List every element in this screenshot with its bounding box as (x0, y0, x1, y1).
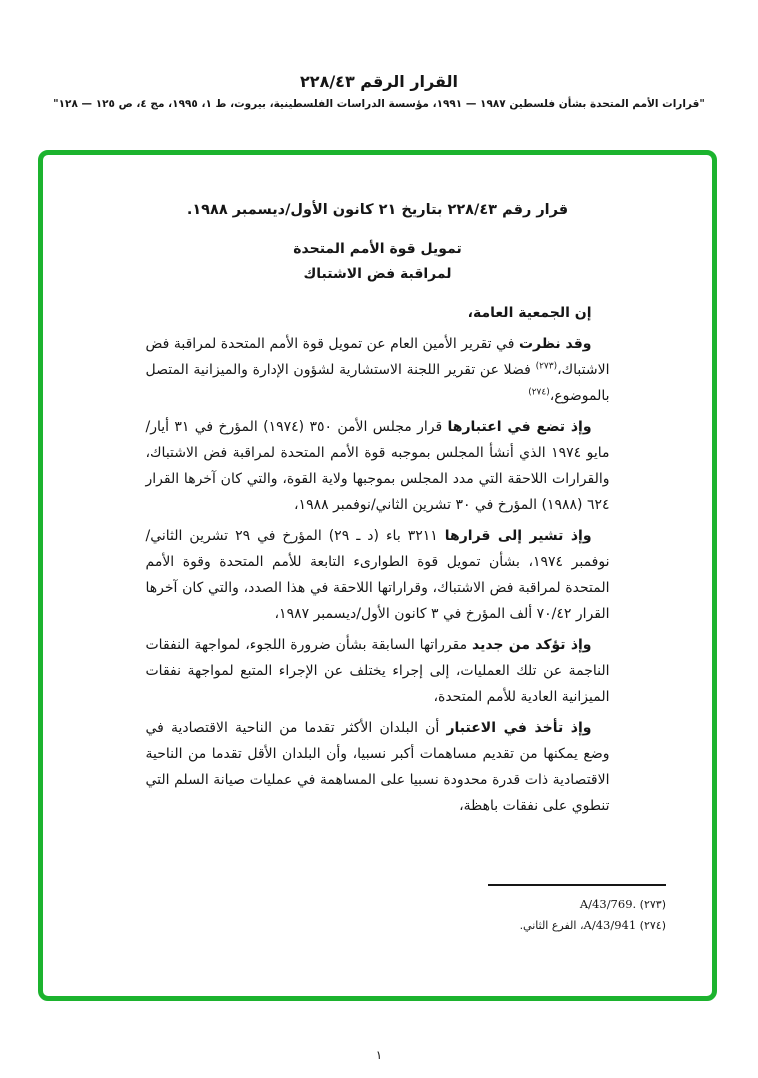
green-frame (38, 150, 717, 1001)
paragraph-lead: وإذ تشير إلى قرارها (444, 528, 592, 544)
paragraph-lead: إن الجمعية العامة، (467, 305, 592, 321)
header-resolution-number: القرار الرقم ٢٢٨/٤٣ (300, 72, 458, 91)
header-source-citation: "قرارات الأمم المتحدة بشأن فلسطين ١٩٨٧ — ١٩٩١، مؤسسة الدراسات الفلسطينية، بيروت، ط ١، ١٩٩٥، مج ٤، ص ١٢٥ — ١٢٨" (53, 98, 705, 110)
footnote-tail-text: ، الفرع الثاني. (519, 919, 584, 932)
paragraph-text: قرار مجلس الأمن ٣٥٠ (١٩٧٤) المؤرخ في ٣١ أيار/مايو ١٩٧٤ الذي أنشأ المجلس بموجبه قوة الأمم المتحدة لمراقبة فض الاشتباك، والقرارات اللاحقة التي مدد المجلس بموجبها ولاية القوة، والتي كان آخرها القرار ٦٢٤ (١٩٨٨) المؤرخ في ٣٠ تشرين الثاني/نوفمبر ١٩٨٨، (145, 419, 610, 513)
paragraph-lead: وإذ تضع في اعتبارها (447, 419, 592, 435)
resolution-heading: قرار رقم ٢٢٨/٤٣ بتاريخ ٢١ كانون الأول/ديسمبر ١٩٨٨. (186, 202, 569, 218)
paragraph-text: مقرراتها السابقة بشأن ضرورة اللجوء، لمواجهة النفقات الناجمة عن تلك العمليات، إلى إجراء يختلف عن الإجراء المتبع لمواجهة نفقات الميزانية العادية للأمم المتحدة، (145, 637, 610, 705)
resolution-document (146, 197, 610, 819)
footnote-number: (٢٧٣) (636, 898, 666, 911)
paragraph (146, 523, 610, 627)
paragraph-lead: وقد نظرت (518, 336, 592, 352)
paragraph-text: ٣٢١١ باء (د ـ ٢٩) المؤرخ في ٢٩ تشرين الثاني/نوفمبر ١٩٧٤، بشأن تمويل قوة الطوارىء التابعة للأمم المتحدة وقوة الأمم المتحدة لمراقبة فض الاشتباك، وقراراتها اللاحقة في هذا الصدد، والتي كان آخرها القرار ٧٠/٤٢ ألف المؤرخ في ٣ كانون الأول/ديسمبر ١٩٨٧، (145, 528, 610, 622)
paragraph-text: في تقرير الأمين العام عن تمويل قوة الأمم المتحدة لمراقبة فض الاشتباك، (145, 336, 610, 378)
footnote-number: (٢٧٤) (636, 919, 666, 932)
footnote (396, 894, 666, 915)
page-header (0, 72, 758, 110)
paragraph (146, 414, 610, 518)
resolution-subject-line-1: تمويل قوة الأمم المتحدة (293, 241, 462, 257)
paragraph (146, 300, 610, 326)
paragraph-text: فضلا عن تقرير اللجنة الاستشارية لشؤون الإدارة والميزانية المتصل بالموضوع، (145, 362, 610, 404)
paragraph (146, 632, 610, 710)
footnote-list (396, 894, 666, 936)
footnote-ref: (٢٧٣) (535, 361, 558, 372)
footnotes-block (396, 884, 666, 936)
footnote (396, 915, 666, 936)
paragraph (146, 331, 610, 409)
resolution-body (146, 300, 610, 819)
page-number: ١ (375, 1048, 383, 1062)
resolution-subject-line-2: لمراقبة فض الاشتباك (303, 266, 452, 282)
footnote-document-symbol: A/43/941 (583, 918, 637, 932)
footnote-separator-line (488, 884, 666, 886)
footnote-document-symbol: A/43/769. (579, 897, 637, 911)
paragraph-lead: وإذ تؤكد من جديد (471, 637, 592, 653)
paragraph-lead: وإذ تأخذ في الاعتبار (446, 720, 592, 736)
footnote-ref: (٢٧٤) (528, 387, 550, 398)
paragraph-text: أن البلدان الأكثر تقدما من الناحية الاقتصادية في وضع يمكنها من تقديم مساهمات أكبر نسبيا، وأن البلدان الأقل تقدما من الناحية الاقتصادية ذات قدرة محدودة نسبيا على المساهمة في عمليات صيانة السلم التي تنطوي على نفقات باهظة، (145, 720, 610, 814)
paragraph (146, 715, 610, 819)
